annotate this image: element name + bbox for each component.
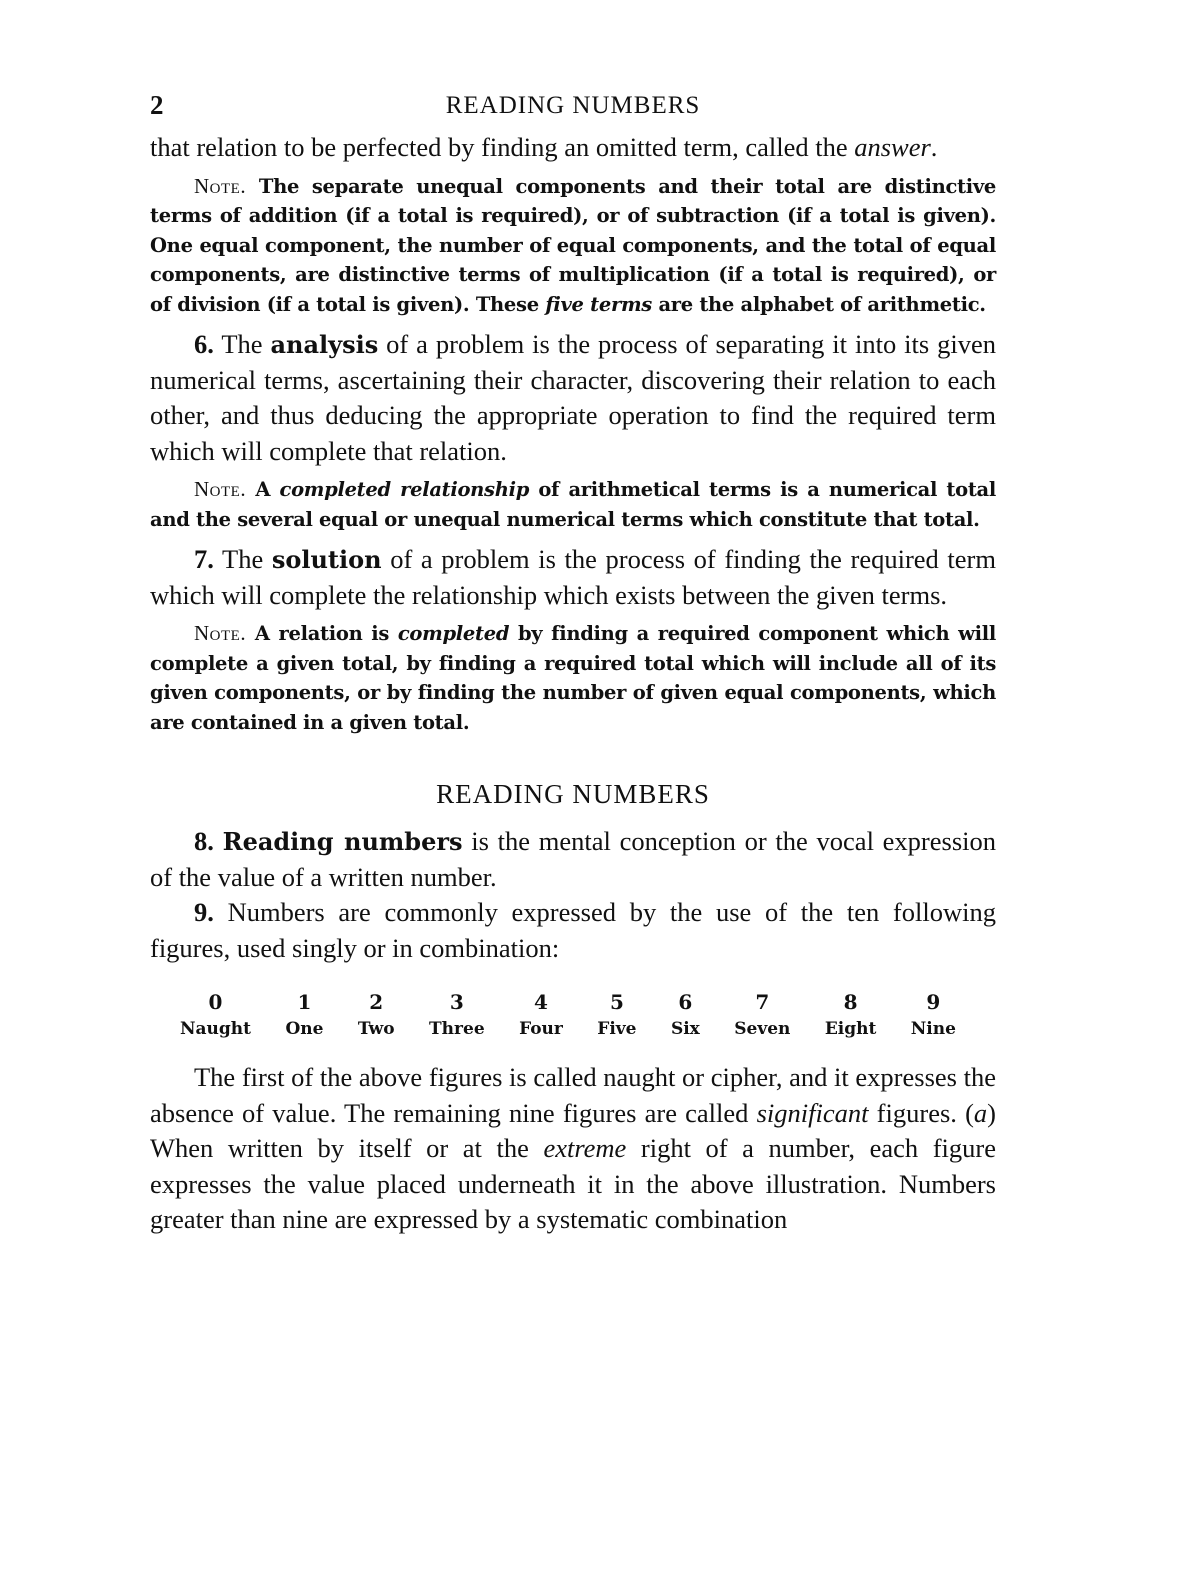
note-2-text: of arithmetical terms is a numerical total and the several equal or unequal numerical terms which constitute that total.	[150, 478, 996, 531]
figure-2	[358, 988, 395, 1042]
paragraph-6-text: of a problem is the process of separating it into its given numerical terms, ascertaining their character, discovering their relation to each other, and thus deducing the appropriate operation to find the required term which will complete that relation.	[150, 329, 996, 466]
paragraph-7	[150, 542, 996, 613]
figure-name: Naught	[180, 1019, 252, 1039]
paragraph-7-text: of a problem is the process of finding the required term which will complete the relationship which exists between the given terms.	[150, 544, 996, 610]
figure-3	[429, 988, 485, 1042]
note-1-text-a: The separate unequal components and their total are distinctive terms of addition (if a total is required), or of subtraction (if a total is given). One equal component, the number of equal components, and the total of equal components, are distinctive terms of multiplication (if a total is required), or of division (if a total is given). These	[150, 174, 996, 316]
intro-paragraph	[150, 130, 996, 166]
paragraph-8	[150, 824, 996, 895]
figure-name: Nine	[910, 1019, 956, 1039]
book-page	[150, 90, 996, 1238]
closing-emphasis-3: extreme	[543, 1133, 627, 1163]
note-2	[150, 475, 996, 534]
paragraph-9-number: 9.	[194, 897, 214, 927]
closing-text-c: ) When written by itself or at the	[150, 1097, 996, 1163]
paragraph-6-pre: The	[213, 329, 271, 359]
note-2-pre: A	[246, 478, 280, 501]
figure-name: Five	[597, 1019, 637, 1039]
note-3-label: Note.	[194, 621, 247, 645]
figure-6	[671, 988, 700, 1042]
closing-text-b: figures. (	[868, 1097, 974, 1128]
figure-name: Seven	[734, 1019, 791, 1039]
figure-1	[285, 988, 323, 1042]
paragraph-7-number: 7.	[194, 544, 214, 574]
note-3-pre: A relation is	[246, 622, 398, 645]
paragraph-9-text: Numbers are commonly expressed by the use of the ten following figures, used singly or in combination:	[150, 897, 996, 963]
paragraph-7-pre: The	[213, 544, 272, 574]
closing-text-d: right of a number, each figure expresses the value placed underneath it in the above illustration. Numbers greater than nine are expressed by a systematic combination	[150, 1133, 996, 1234]
note-1-emphasis: five terms	[545, 292, 652, 316]
note-3	[150, 619, 996, 737]
note-1-text-b: are the alphabet of arithmetic.	[651, 292, 986, 316]
closing-paragraph	[150, 1060, 996, 1238]
paragraph-6	[150, 327, 996, 469]
intro-emphasis: answer	[854, 132, 931, 162]
figure-name: Eight	[824, 1019, 877, 1039]
section-heading: READING NUMBERS	[436, 779, 710, 809]
figure-digit: 3	[449, 990, 464, 1014]
figure-digit: 8	[843, 990, 858, 1014]
paragraph-8-term: Reading numbers	[222, 827, 463, 856]
note-2-emphasis: completed relationship	[279, 478, 530, 501]
closing-emphasis-1: significant	[756, 1097, 869, 1128]
page-number: 2	[150, 90, 165, 120]
figure-0	[180, 988, 251, 1042]
closing-text-a: The first of the above figures is called naught or cipher, and it expresses the absence of value. The remaining nine figures are called	[150, 1062, 996, 1128]
paragraph-8-number: 8.	[194, 826, 214, 856]
figure-digit: 6	[678, 990, 693, 1014]
figure-8	[825, 988, 877, 1042]
figure-digit: 4	[534, 990, 548, 1014]
figure-digit: 1	[297, 990, 312, 1014]
figure-name: Two	[357, 1019, 395, 1039]
intro-text: that relation to be perfected by finding an omitted term, called the	[150, 132, 855, 162]
paragraph-6-number: 6.	[194, 329, 214, 359]
figure-4	[519, 988, 563, 1042]
note-2-label: Note.	[194, 477, 247, 501]
figure-5	[597, 988, 636, 1042]
note-3-text: by finding a required component which will complete a given total, by finding a required total which will include all of its given components, or by finding the number of given equal components, which are contained in a given total.	[150, 622, 996, 734]
figure-digit: 2	[369, 990, 384, 1014]
closing-emphasis-2: a	[973, 1097, 988, 1128]
paragraph-7-term: solution	[271, 545, 382, 574]
figure-digit: 5	[609, 990, 624, 1014]
intro-end: .	[930, 132, 938, 162]
figure-name: One	[285, 1019, 324, 1039]
running-head	[150, 90, 996, 130]
figure-9	[911, 988, 956, 1042]
paragraph-6-term: analysis	[270, 330, 379, 359]
figure-name: Four	[519, 1019, 563, 1039]
note-3-emphasis: completed	[397, 622, 510, 645]
figure-digit: 7	[755, 990, 770, 1014]
running-title: READING NUMBERS	[445, 92, 701, 119]
figure-7	[734, 988, 790, 1042]
note-1-label: Note.	[194, 173, 247, 198]
note-1	[150, 172, 996, 320]
figure-name: Six	[670, 1019, 700, 1039]
figures-table	[180, 988, 956, 1042]
paragraph-8-text: is the mental conception or the vocal expression of the value of a written number.	[150, 826, 997, 892]
paragraph-9	[150, 895, 996, 966]
figure-digit: 0	[208, 990, 223, 1014]
figure-digit: 9	[926, 990, 941, 1014]
figure-name: Three	[429, 1019, 485, 1039]
